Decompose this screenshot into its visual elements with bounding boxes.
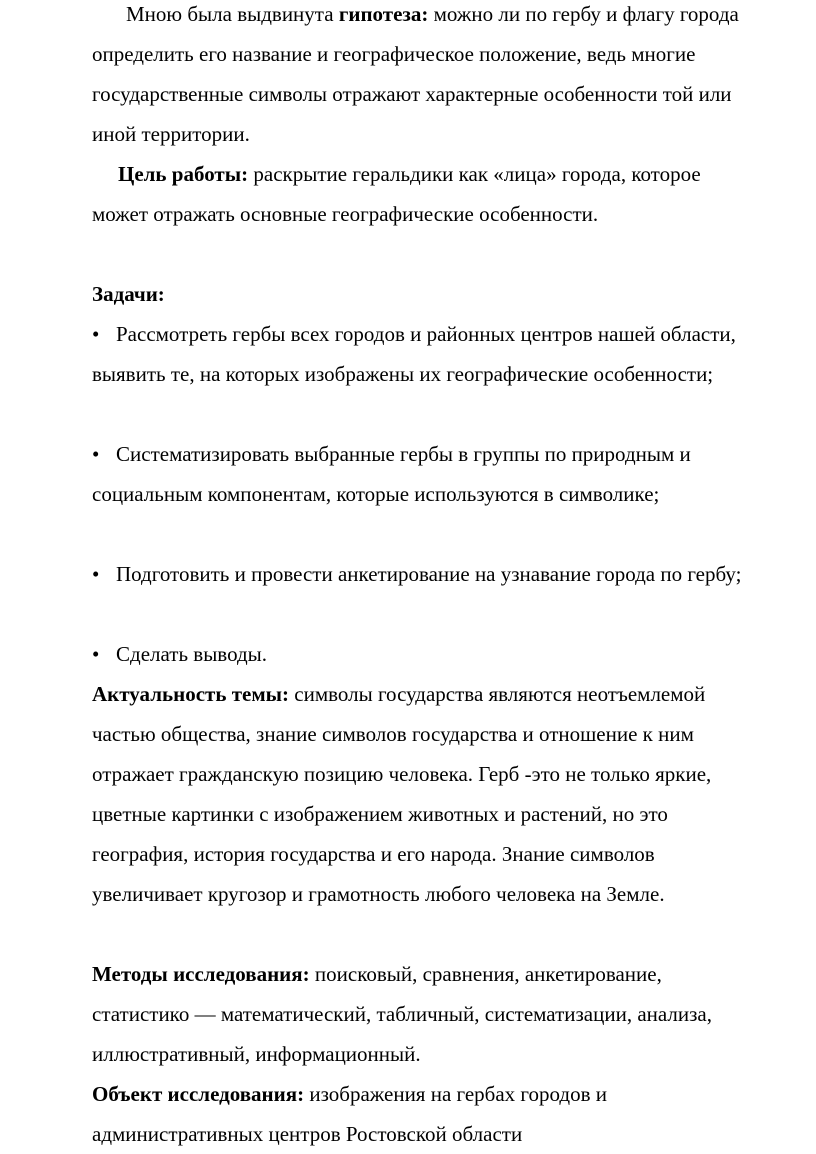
task-item-1 [92, 314, 746, 394]
task-item-text: Рассмотреть гербы всех городов и районных центров нашей области, выявить те, на которых изображены их географические особенности; [92, 322, 736, 386]
bullet-icon: • [92, 562, 100, 586]
bullet-icon: • [92, 322, 100, 346]
task-item-text: Систематизировать выбранные гербы в группы по природным и социальным компонентам, которые используются в символике; [92, 442, 691, 506]
bullet-icon: • [92, 642, 100, 666]
methods-label: Методы исследования: [92, 962, 310, 986]
goal-paragraph [92, 154, 746, 234]
task-item-text: Сделать выводы. [116, 642, 268, 666]
hypothesis-lead: Мною была выдвинута [126, 2, 339, 26]
task-item-3 [92, 554, 746, 594]
object-paragraph [92, 1074, 746, 1154]
hypothesis-label: гипотеза: [338, 2, 429, 26]
goal-label: Цель работы: [118, 162, 249, 186]
methods-paragraph [92, 954, 746, 1074]
goal-text: раскрытие геральдики как «лица» города, которое может отражать основные географические особенности. [92, 162, 701, 226]
object-label: Объект исследования: [92, 1082, 305, 1106]
tasks-label: Задачи: [92, 282, 165, 306]
tasks-heading [92, 274, 746, 314]
relevance-label: Актуальность темы: [92, 682, 290, 706]
relevance-text: символы государства являются неотъемлемой частью общества, знание символов государства и отношение к ним отражает гражданскую позицию человека. Герб -это не только яркие, цветные картинки с изображением животных и растений, но это география, история государства и его народа. Знание символов увеличивает кругозор и грамотность любого человека на Земле. [92, 682, 712, 906]
bullet-icon: • [92, 442, 100, 466]
relevance-paragraph [92, 674, 746, 914]
methods-text: поисковый, сравнения, анкетирование, статистико — математический, табличный, систематизации, анализа, иллюстративный, информационный. [92, 962, 712, 1066]
task-item-text: Подготовить и провести анкетирование на узнавание города по гербу; [116, 562, 742, 586]
object-text: изображения на гербах городов и административных центров Ростовской области [92, 1082, 608, 1146]
task-item-2 [92, 434, 746, 514]
task-item-4 [92, 634, 746, 674]
hypothesis-text: можно ли по гербу и флагу города определить его название и географическое положение, ведь многие государственные символы отражают характерные особенности той или иной территории. [92, 2, 739, 146]
hypothesis-paragraph [92, 0, 746, 154]
